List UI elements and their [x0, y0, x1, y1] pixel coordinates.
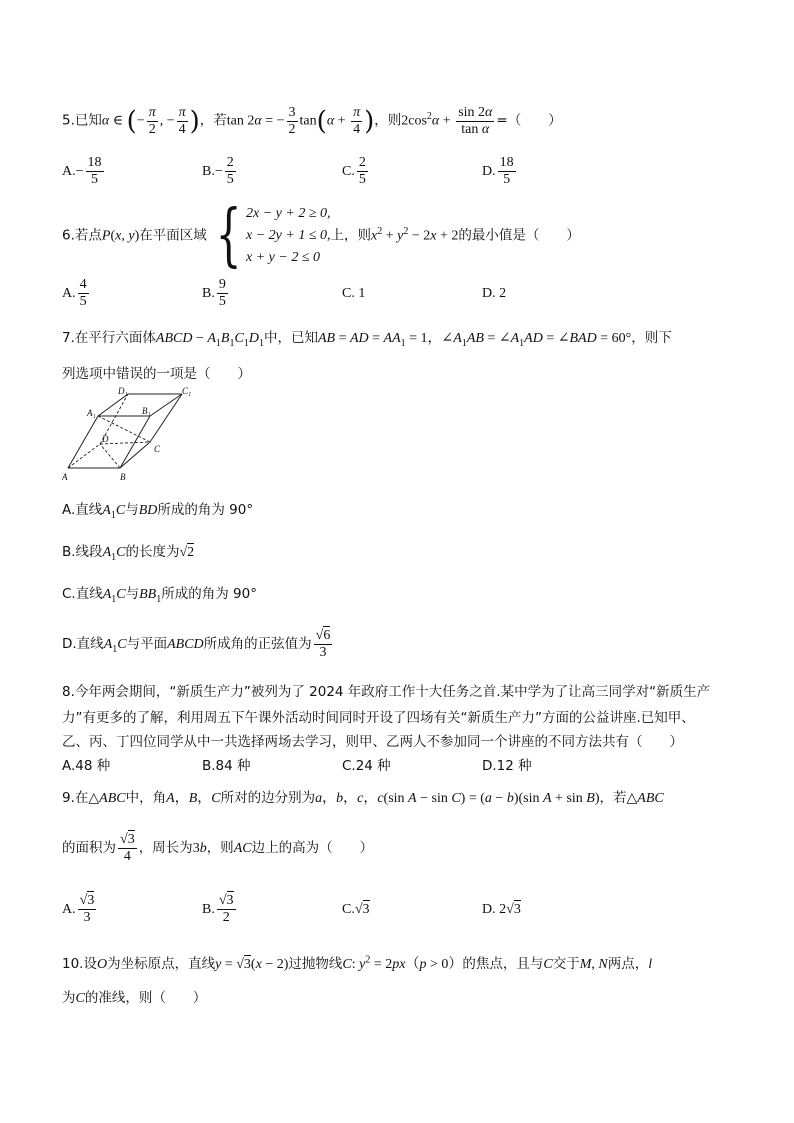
q10-line1: 10.设O为坐标原点，直线y = √3(x − 2)过抛物线C: $y^2 = 2px(p > 0)$的焦点，且与C交于M, N两点，l: [62, 954, 653, 972]
q7-option-a[interactable]: A.直线$A_1C$与BD所成的角为 90°: [62, 502, 254, 521]
edge-AD: [68, 444, 100, 468]
q8-options: [62, 754, 762, 774]
label-B1: B₁: [142, 406, 151, 416]
q7-option-d[interactable]: D.直线$A_1C$与平面ABCD所成角的正弦值为 $\frac{√6}{3}$: [62, 628, 331, 661]
q7-option-c[interactable]: C.直线$A_1C$与$BB_1$所成的角为 90°: [62, 586, 257, 605]
q5-option-b[interactable]: B.− $\frac{2}{5}$: [202, 155, 234, 188]
q8-option-b[interactable]: B.84 种: [202, 758, 251, 774]
q5-options: [62, 152, 762, 192]
q5-stem-c: ，则: [374, 112, 402, 129]
q5-stem-a: 5.已知: [62, 112, 102, 129]
q5-option-a[interactable]: A.− $\frac{18}{5}$: [62, 155, 102, 188]
q9-option-a[interactable]: A. $\frac{√3}{3}$: [62, 893, 95, 926]
edge-D1A1: [98, 394, 128, 416]
label-C: C: [154, 444, 161, 454]
label-D: D: [102, 434, 109, 444]
label-C1: C₁: [182, 386, 192, 396]
q6-options: [62, 274, 762, 314]
edge-CC1: [150, 394, 182, 442]
q6-stem: 6.若点P(x, y)在平面区域 { 2x − y + 2 ≥ 0, x − 2y + 1 ≤ 0, x + y − 2 ≤ 0 上，则$x^2 + y^2 - 2x + 2$的最小值是（ ）: [62, 196, 580, 276]
edge-BC: [120, 442, 150, 468]
q6-option-d[interactable]: D. 2: [482, 286, 507, 301]
label-D1: D₁: [118, 386, 128, 396]
q7-line1-c: ，则下: [631, 330, 672, 346]
q6-option-c[interactable]: C. 1: [342, 286, 366, 301]
edge-B1C1: [150, 394, 182, 416]
parallelepiped-figure: [62, 386, 198, 482]
q8-option-a[interactable]: A.48 种: [62, 758, 111, 774]
q5-stem-end: =（ ）: [496, 112, 562, 129]
q5-stem-b: ，若: [199, 112, 227, 129]
label-B: B: [120, 472, 126, 482]
label-A1: A₁: [87, 408, 96, 418]
q7-line1-a: 7.在平行六面体: [62, 330, 156, 346]
q7-line1-b: 中，已知: [263, 330, 318, 346]
q9-option-b[interactable]: B. $\frac{√3}{2}$: [202, 893, 234, 926]
q5-stem: 5.已知α ∈ (− $\frac{\pi}{2}$ , − $\frac{\pi}{4}$ )，若tan 2α = − $\frac{3}{2}$ tan(α + $\frac{\pi}{4}$ )，则$2\cos^2\alpha$ + $\frac{\sin 2\alpha}{\text{tan α}}$ =（ ）: [62, 104, 562, 137]
q9-option-c[interactable]: C.√3: [342, 902, 370, 917]
q9-line1: 9.在△ABC中，角A，B，C所对的边分别为a，b，c，c(sin A − sin C) = (a − b)(sin A + sin B)，若△ABC: [62, 790, 664, 806]
q8-line3: 乙、丙、丁四位同学从中一共选择两场去学习，则甲、乙两人不参加同一个讲座的不同方法共有（ ）: [62, 734, 683, 750]
q7-line1: 7.在平行六面体ABCD − $A_1B_1C_1D_1$中，已知AB = AD = $AA_1 = 1$，$\angle A_1AB$ = $\angle A_1AD$ = ∠BAD = 60°，则下: [62, 330, 672, 349]
edge-AA1: [68, 416, 98, 468]
q6-stem-c: 上，则: [330, 227, 372, 244]
q6-stem-b: 在平面区域: [139, 227, 207, 244]
q9-option-d[interactable]: D. 2√3: [482, 902, 521, 917]
q6-option-b[interactable]: B. $\frac{9}{5}$: [202, 277, 226, 310]
q8-option-d[interactable]: D.12 种: [482, 758, 532, 774]
q6-stem-d: 的最小值是（ ）: [458, 227, 580, 244]
q6-stem-a: 6.若点: [62, 227, 102, 244]
q8-option-c[interactable]: C.24 种: [342, 758, 391, 774]
q8-line1: 8.今年两会期间，“新质生产力”被列为了 2024 年政府工作十大任务之首.某中学为了让高三同学对“新质生产: [62, 684, 711, 700]
q10-line2: 为C的准线，则（ ）: [62, 990, 207, 1006]
q5-option-c[interactable]: C. $\frac{2}{5}$: [342, 155, 366, 188]
q6-constraint-2: x − 2y + 1 ≤ 0,: [246, 228, 331, 244]
q9-options: [62, 888, 762, 932]
q7-line2: 列选项中错误的一项是（ ）: [62, 366, 251, 382]
q9-line2: 的面积为 $\frac{√3}{4}$ ，周长为3b，则AC边上的高为（ ）: [62, 832, 374, 865]
q7-option-b[interactable]: B.线段$A_1C$的长度为√2: [62, 544, 195, 563]
q6-constraint-1: 2x − y + 2 ≥ 0,: [246, 206, 331, 222]
q8-line2: 力”有更多的了解，利用周五下午课外活动时间同时开设了四场有关“新质生产力”方面的公益讲座.已知甲、: [62, 710, 695, 726]
segment-BD: [100, 444, 120, 468]
q6-constraint-3: x + y − 2 ≤ 0: [246, 250, 321, 266]
q6-option-a[interactable]: A. $\frac{4}{5}$: [62, 277, 87, 310]
q5-option-d[interactable]: D. $\frac{18}{5}$: [482, 155, 514, 188]
label-A: A: [62, 472, 68, 482]
